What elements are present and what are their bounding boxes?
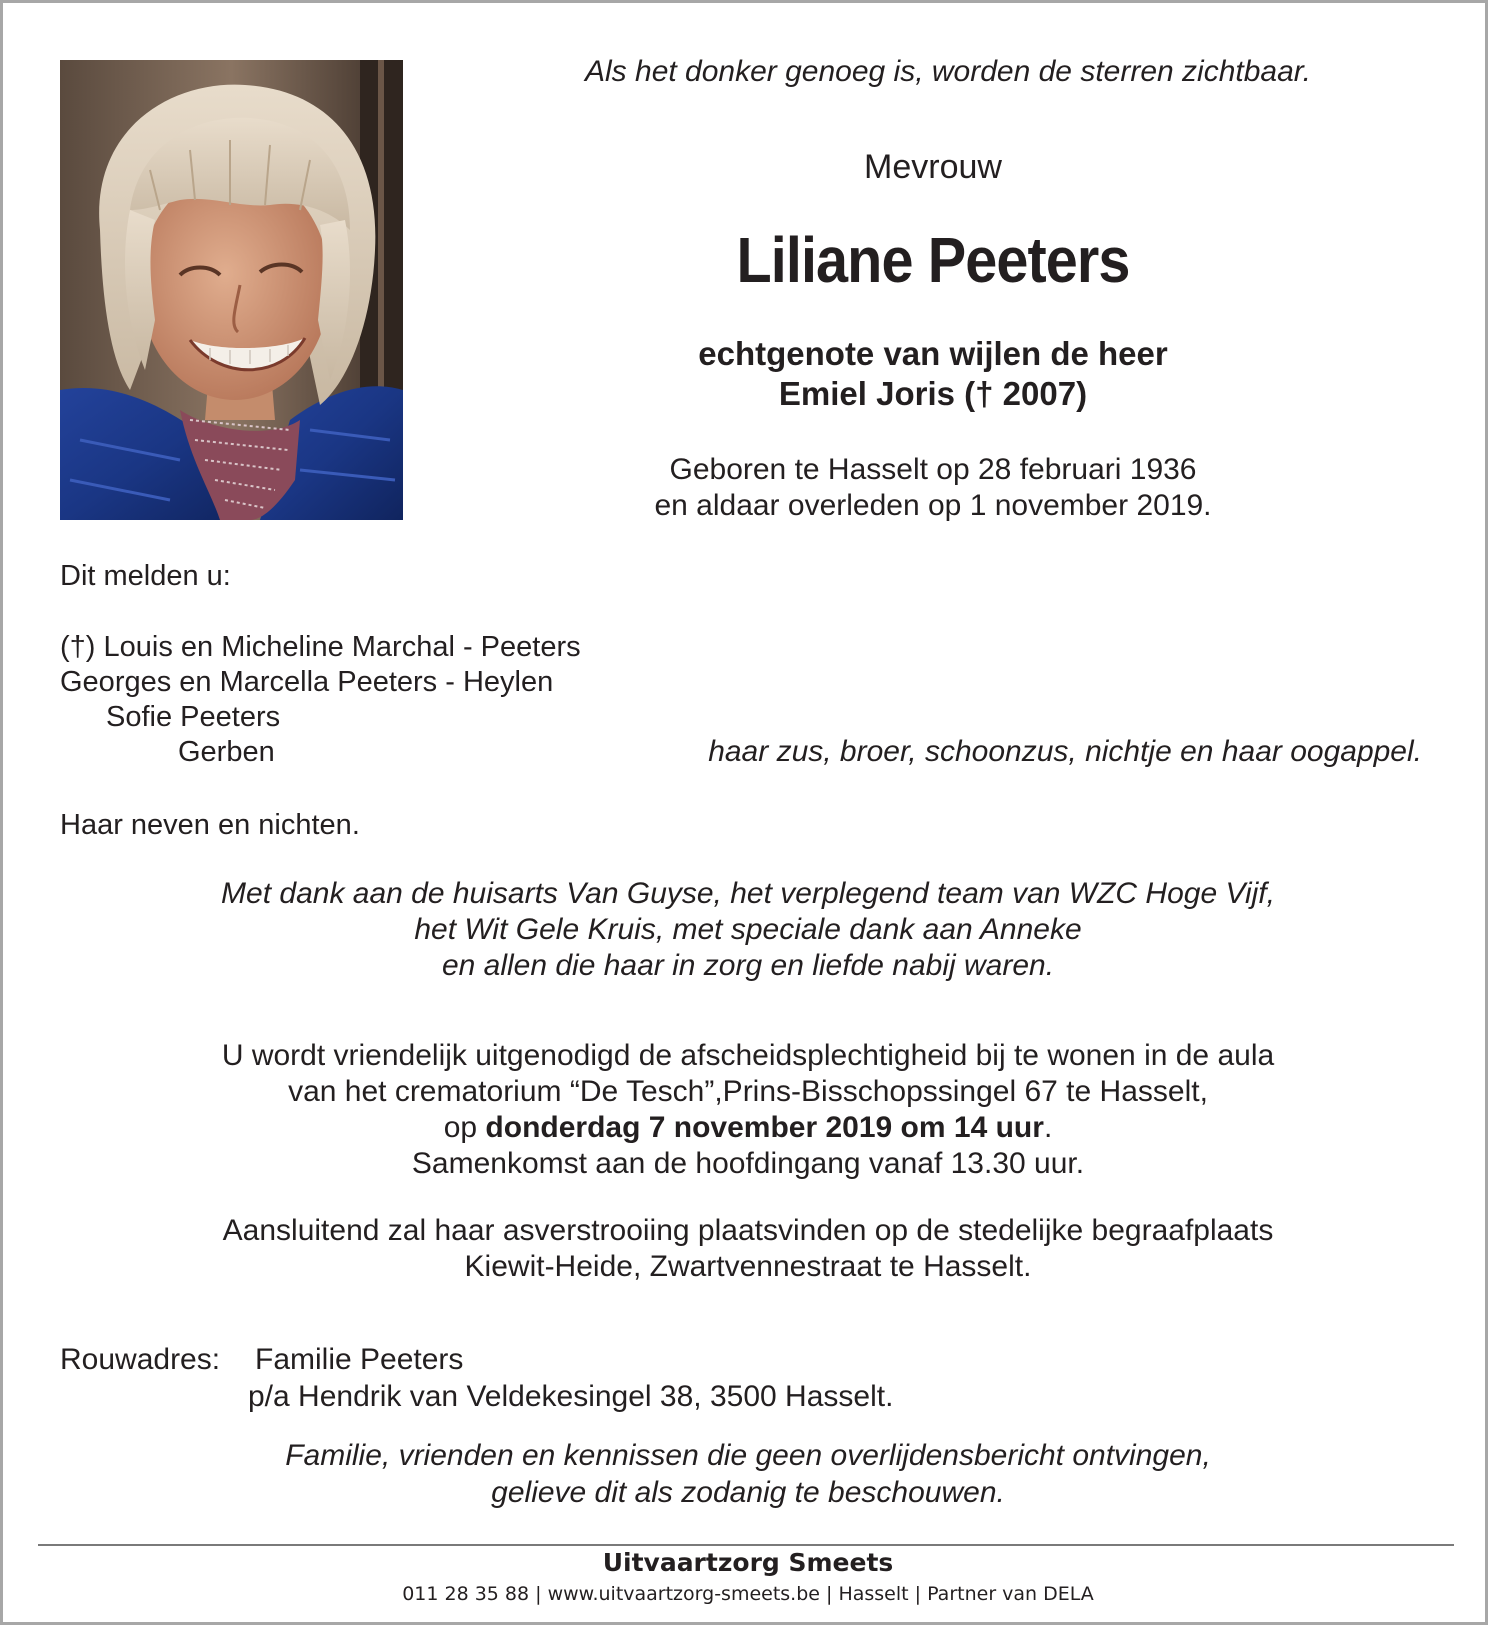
thanks-line: en allen die haar in zorg en liefde nabij waren. bbox=[441, 949, 1055, 982]
ceremony-date: donderdag 7 november 2019 om 14 uur bbox=[485, 1111, 1044, 1144]
ceremony-line: U wordt vriendelijk uitgenodigd de afscheidsplechtigheid bij te wonen in de aula bbox=[221, 1039, 1275, 1072]
mourning-address-street: p/a Hendrik van Veldekesingel 38, 3500 Hasselt. bbox=[248, 1380, 894, 1413]
thanks-text bbox=[103, 876, 1393, 984]
announce-intro: Dit melden u: bbox=[60, 560, 231, 592]
portrait-photo bbox=[60, 60, 403, 520]
family-member: Georges en Marcella Peeters - Heylen bbox=[60, 666, 554, 698]
motto-quote: Als het donker genoeg is, worden de sterren zichtbaar. bbox=[585, 55, 1311, 88]
mourning-address-name: Familie Peeters bbox=[255, 1343, 464, 1376]
closing-line: gelieve dit als zodanig te beschouwen. bbox=[491, 1476, 1005, 1509]
ceremony-date-suffix: . bbox=[1043, 1111, 1053, 1144]
mourning-address-label: Rouwadres: bbox=[60, 1343, 221, 1376]
thanks-line: Met dank aan de huisarts Van Guyse, het verplegend team van WZC Hoge Vijf, bbox=[221, 877, 1275, 910]
burial-info bbox=[103, 1213, 1393, 1285]
ceremony-date-prefix: op bbox=[443, 1111, 486, 1144]
death-line: en aldaar overleden op 1 november 2019. bbox=[654, 489, 1212, 522]
family-member: Gerben bbox=[178, 736, 275, 768]
family-member: Sofie Peeters bbox=[106, 701, 281, 733]
family-member: (†) Louis en Micheline Marchal - Peeters bbox=[60, 631, 581, 663]
ceremony-line: van het crematorium “De Tesch”,Prins-Bisschopssingel 67 te Hasselt, bbox=[288, 1075, 1208, 1108]
birth-line: Geboren te Hasselt op 28 februari 1936 bbox=[669, 453, 1197, 486]
thanks-line: het Wit Gele Kruis, met speciale dank aan Anneke bbox=[414, 913, 1082, 946]
spouse-info bbox=[433, 334, 1433, 414]
ceremony-date-line bbox=[103, 1110, 1393, 1146]
birth-death-info bbox=[433, 452, 1433, 524]
spouse-line-1: echtgenote van wijlen de heer bbox=[698, 335, 1168, 372]
family-relation: haar zus, broer, schoonzus, nichtje en haar oogappel. bbox=[708, 735, 1422, 768]
closing-line: Familie, vrienden en kennissen die geen overlijdensbericht ontvingen, bbox=[285, 1439, 1211, 1472]
ceremony-info bbox=[103, 1038, 1393, 1182]
undertaker-contact: 011 28 35 88 | www.uitvaartzorg-smeets.be | Hasselt | Partner van DELA bbox=[402, 1583, 1094, 1605]
spouse-line-2: Emiel Joris († 2007) bbox=[778, 375, 1088, 412]
undertaker-name: Uitvaartzorg Smeets bbox=[602, 1548, 894, 1577]
footer-divider bbox=[38, 1544, 1454, 1546]
deceased-name: Liliane Peeters bbox=[736, 224, 1130, 296]
honorific: Mevrouw bbox=[864, 148, 1002, 186]
extended-family: Haar neven en nichten. bbox=[60, 809, 360, 841]
closing-note bbox=[103, 1437, 1393, 1511]
burial-line: Aansluitend zal haar asverstrooiing plaatsvinden op de stedelijke begraafplaats bbox=[222, 1214, 1274, 1247]
burial-line: Kiewit-Heide, Zwartvennestraat te Hasselt. bbox=[464, 1250, 1032, 1283]
ceremony-line: Samenkomst aan de hoofdingang vanaf 13.30 uur. bbox=[411, 1147, 1085, 1180]
